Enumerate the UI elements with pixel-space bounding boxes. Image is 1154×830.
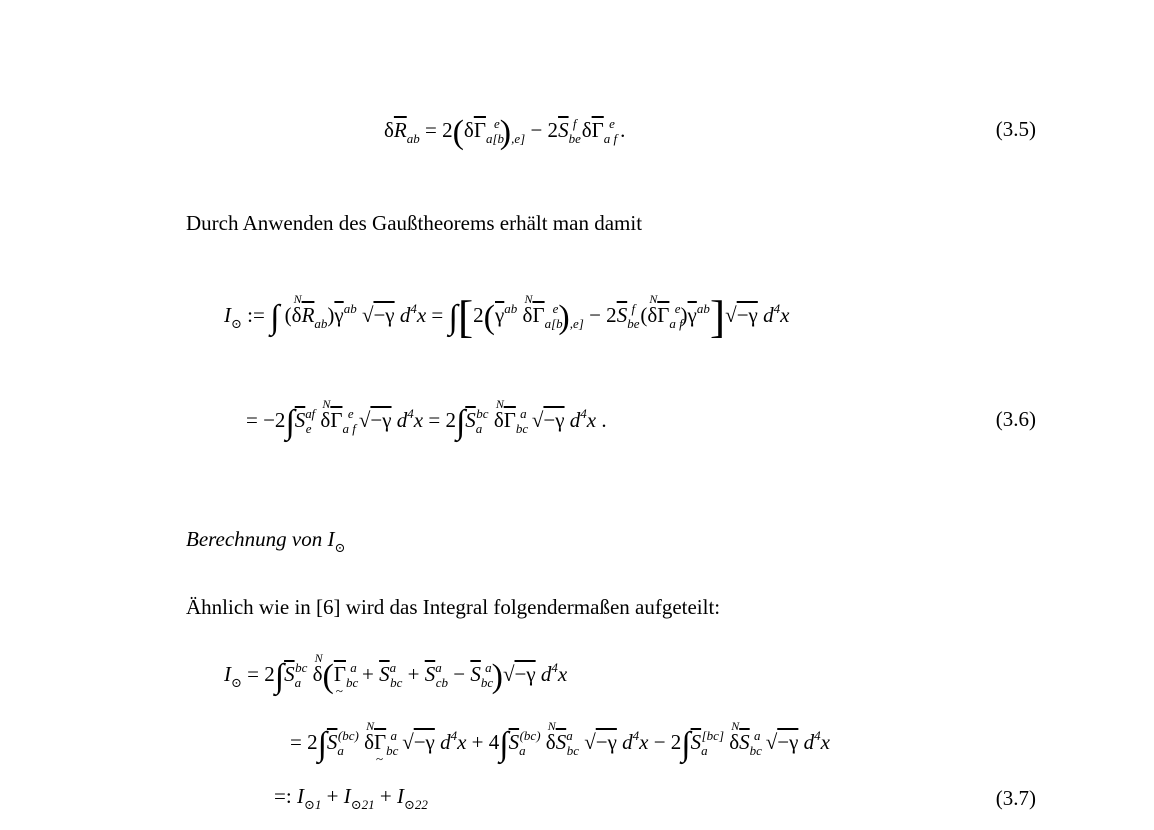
section-heading <box>186 527 345 556</box>
equation-3-6-line-1: $I_⊙$ := ∫ ( N $\delta\overline{R}_{ab})\overline{\gamma}^{ab}$ √−γ $d^4x = \int[2(\overline{\gamma}^{ab}$ N $\delta\overline{\Gamma}_{a[b}^e)_{,e]} - 2\overline{S}_{be}^f$ ( N $\delta\overline{\Gamma}_{a f}^e)\overline{\gamma}^{ab}]√-\gamma$ $d^4x$ <box>224 291 790 342</box>
paragraph-split: Ähnlich wie in [6] wird das Integral folgendermaßen aufgeteilt: <box>186 595 721 619</box>
equation-number-3-7: (3.7) <box>995 786 1036 810</box>
equation-3-7-line-1: $I_⊙ = 2\int\overline{S}_a^{bc}$ N $\delta(\overline{\Gamma}$ $\sim_{bc}^a + \overline{S}^a_{bc} + \overline{S}^a_{cb} - \overline{S}_{bc}^a)√-\gamma$ $d^4x$ <box>224 660 567 694</box>
equation-3-5: $\delta\overline{R}_{ab} = 2(\delta\overline{\Gamma}_{a[b}^e)_{,e]} - 2\overline{S}_{be}^f$ $\delta\overline{\Gamma}_{a f}^e$ . <box>384 114 626 151</box>
paragraph-gauss: Durch Anwenden des Gaußtheorems erhält man damit <box>186 211 643 235</box>
equation-3-6-line-2: = $-2\int\overline{S}^a_e^f$ N $\delta\overline{\Gamma}_{a f}^e$ √−γ $d^4x = 2\int\overline{S}_a^{bc}$ N $\delta\overline{\Gamma}_{bc}^a$ √−γ $d^4x$ . <box>246 397 607 441</box>
heading-text: Berechnung von <box>186 527 323 551</box>
equation-3-7-line-3: =: $I_{⊙1} + I_{⊙21} + I_{⊙22}$ <box>274 784 428 812</box>
equation-number-3-5: (3.5) <box>995 117 1036 141</box>
heading-symbol-sub: ⊙ <box>334 540 346 555</box>
equation-number-3-6: (3.6) <box>995 407 1036 431</box>
equation-3-7-line-2: = $2\int\overline{S}_a^{(bc)}$ N $\delta\overline{\Gamma}$ $\sim_{bc}^a$ √−γ $d^4x + 4\int\overline{S}_a^{(bc)}$ N $\delta\overline{S}^a_{bc}$ √−γ $d^4x - 2\int\overline{S}_a[bc]$ N $\delta\overline{S}_{bc}^a$ √−γ $d^4x$ <box>290 728 830 762</box>
heading-symbol: I <box>327 527 335 551</box>
